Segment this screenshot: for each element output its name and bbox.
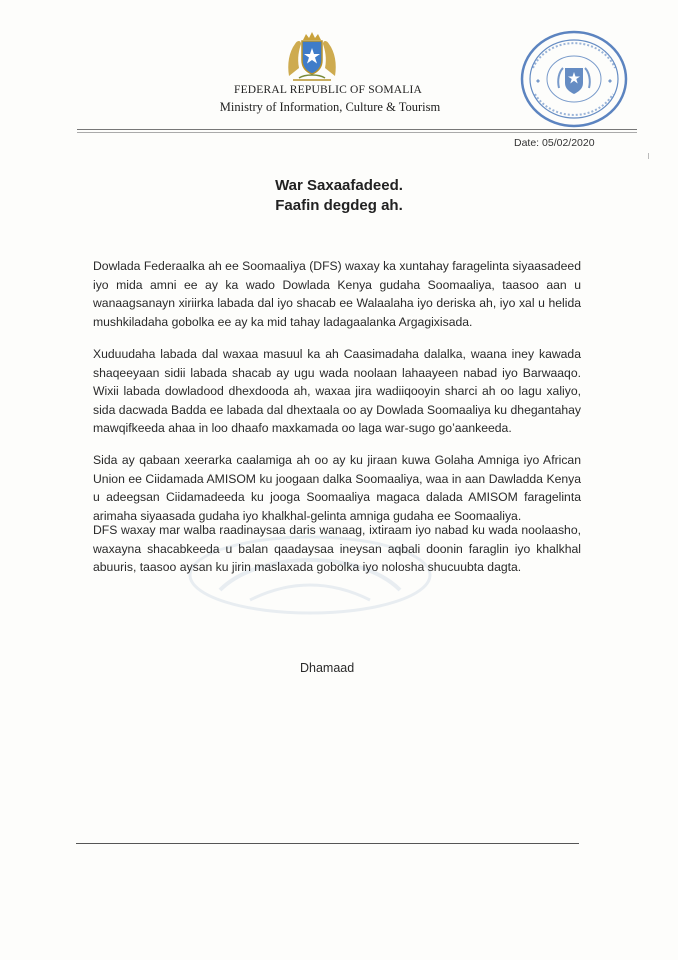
- document-title: War Saxaafadeed.: [275, 177, 403, 194]
- header-divider-secondary: [77, 132, 637, 133]
- paragraph-3: Sida ay qabaan xeerarka caalamiga ah oo ay ku jiraan kuwa Golaha Amniga iyo African Union ee Ciidamada AMISOM ku joogaan dalka Soomaaliya, waa in aan Dawladda Kenya u adeegsan Ciidamadeeda ku jooga Soomaaliya magaca dalada AMISOM faragelinta arimaha siyaasada gudaha iyo khalkhal-gelinta amniga gudaha ee Soomaaliya.: [93, 453, 581, 523]
- somalia-coat-of-arms-icon: [283, 28, 341, 84]
- scan-artifact: [648, 153, 649, 159]
- document-subtitle: Faafin degdeg ah.: [275, 197, 403, 214]
- document-date: Date: 05/02/2020: [514, 137, 595, 149]
- closing-word: Dhamaad: [300, 661, 355, 675]
- paragraph-2: Xuduudaha labada dal waxaa masuul ka ah Caasimadaha dalalka, waana iney kawada shaqeeyaan sidii labada shacab ay ugu wada noolaan lahaayeen nabad iyo Barwaaqo. Wixii labada dowladood dhexdooda ah, waxaa jira wadiiqooyin sharci ah oo lagu xaliyo, sida dacwada Badda ee labada dal dhextaala oo ay Dowlada Soomaaliya ku dhegantahay mawqifkeeda ahaa in loo dhaafo maxkamada oo laga war-sugo go’aankeeda.: [93, 347, 581, 436]
- ministry-stamp-icon: [515, 28, 633, 130]
- org-name: FEDERAL REPUBLIC OF SOMALIA: [233, 84, 423, 96]
- paragraph-4: DFS waxay mar walba raadinaysaa daris wanaag, ixtiraam iyo nabad ku wada noolaasho, waxayna shacabkeeda u balan qaadaysaa ineysan aqbali doonin faraglin iyo khalkhal abuuris, taasoo aysan ku jirin maslaxada gobolka iyo nolosha shucuubta dagta.: [93, 523, 581, 575]
- paragraph-1: Dowlada Federaalka ah ee Soomaaliya (DFS) waxay ka xuntahay faragelinta siyaasadeed iyo mida amni ee ay ka wado Dowlada Kenya gudaha Soomaaliya, taasoo aan u wanaagsanayn xiriirka labada dal iyo shacab ee Walaalaha iyo deriska ah, iyo xal u helida mushkiladaha gobolka ee ay ka mid tahay ladagaalanka Argagixisada.: [93, 259, 581, 329]
- ministry-name: Ministry of Information, Culture & Tourism: [219, 100, 441, 114]
- footer-divider: [76, 843, 579, 844]
